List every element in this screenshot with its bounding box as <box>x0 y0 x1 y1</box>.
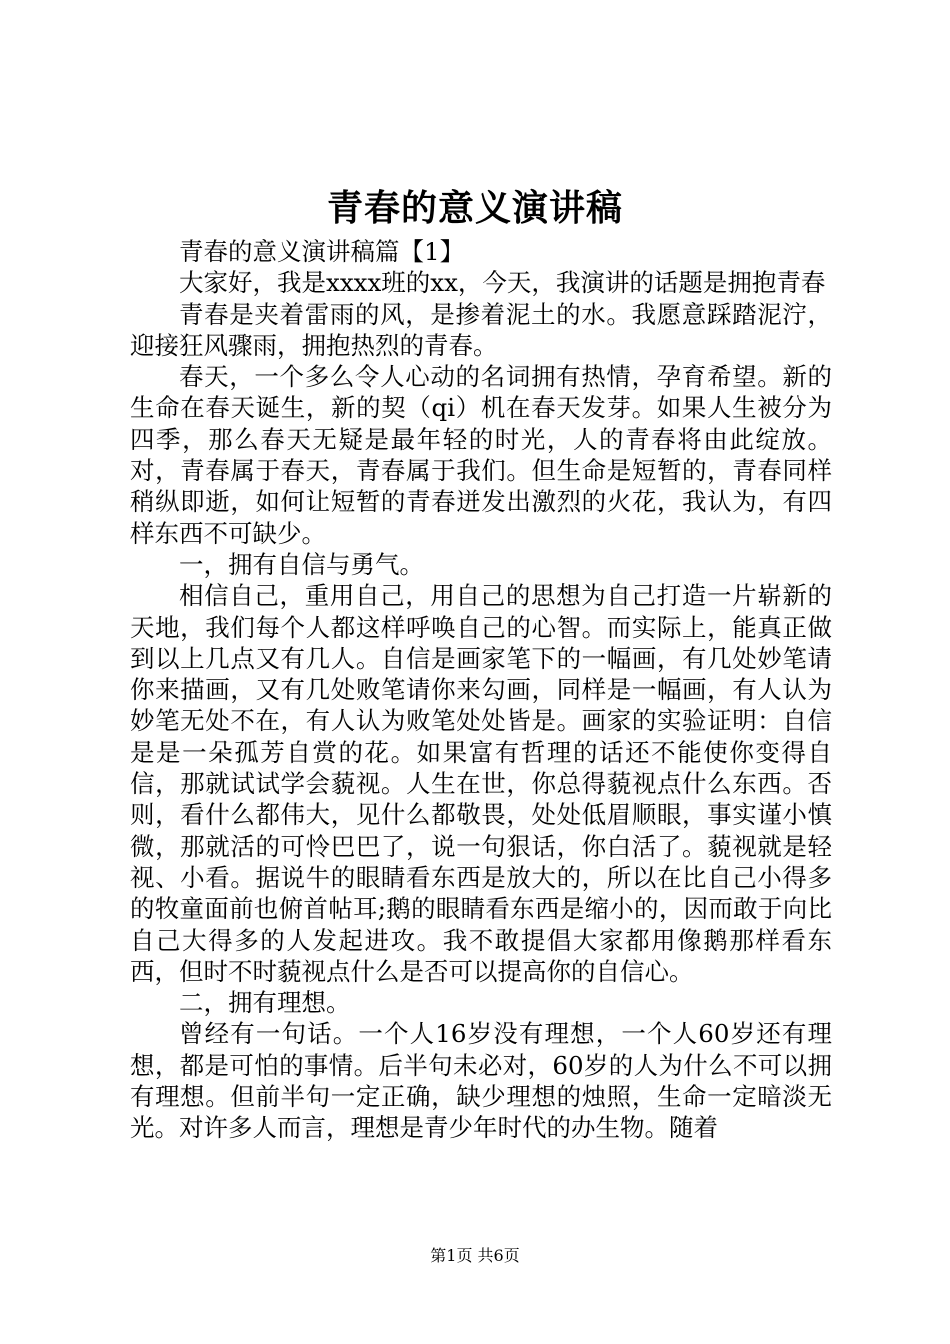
page-footer: 第1页 共6页 <box>430 1246 520 1265</box>
paragraph: 相信自己，重用自己，用自己的思想为自己打造一片崭新的天地，我们每个人都这样呼唤自己的心智。而实际上，能真正做到以上几点又有几人。自信是画家笔下的一幅画，有几处妙笔请你来描画，又有几处败笔请你来勾画，同样是一幅画，有人认为妙笔无处不在，有人认为败笔处处皆是。画家的实验证明：自信是是一朵孤芳自赏的花。如果富有哲理的话还不能使你变得自信，那就试试学会藐视。人生在世，你总得藐视点什么东西。否则，看什么都伟大，见什么都敬畏，处处低眉顺眼，事实谨小慎微，那就活的可怜巴巴了，说一句狠话，你白活了。藐视就是轻视、小看。据说牛的眼睛看东西是放大的，所以在比自己小得多的牧童面前也俯首帖耳;鹅的眼睛看东西是缩小的，因而敢于向比自己大得多的人发起进攻。我不敢提倡大家都用像鹅那样看东西，但时不时藐视点什么是否可以提高你的自信心。 <box>130 581 832 986</box>
section-heading: 二，拥有理想。 <box>179 988 351 1018</box>
document-title: 青春的意义演讲稿 <box>326 187 623 229</box>
paragraph: 春天，一个多么令人心动的名词拥有热情，孕育希望。新的生命在春天诞生，新的契（qi）机在春天发芽。如果人生被分为四季，那么春天无疑是最年轻的时光，人的青春将由此绽放。对，青春属于春天，青春属于我们。但生命是短暂的，青春同样稍纵即逝，如何让短暂的青春迸发出激烈的火花，我认为，有四样东西不可缺少。 <box>130 362 832 548</box>
paragraph: 青春是夹着雷雨的风，是掺着泥土的水。我愿意踩踏泥泞，迎接狂风骤雨，拥抱热烈的青春。 <box>130 299 832 360</box>
paragraph-heading: 青春的意义演讲稿篇【1】 <box>179 237 465 266</box>
section-heading: 一，拥有自信与勇气。 <box>179 549 424 579</box>
document-body <box>130 236 832 1144</box>
paragraph: 大家好，我是xxxx班的xx，今天，我演讲的话题是拥抱青春 <box>179 268 826 298</box>
paragraph: 曾经有一句话。一个人16岁没有理想，一个人60岁还有理想，都是可怕的事情。后半句未必对，60岁的人为什么不可以拥有理想。但前半句一定正确，缺少理想的烛照，生命一定暗淡无光。对许多人而言，理想是青少年时代的办生物。随着 <box>130 1019 832 1143</box>
